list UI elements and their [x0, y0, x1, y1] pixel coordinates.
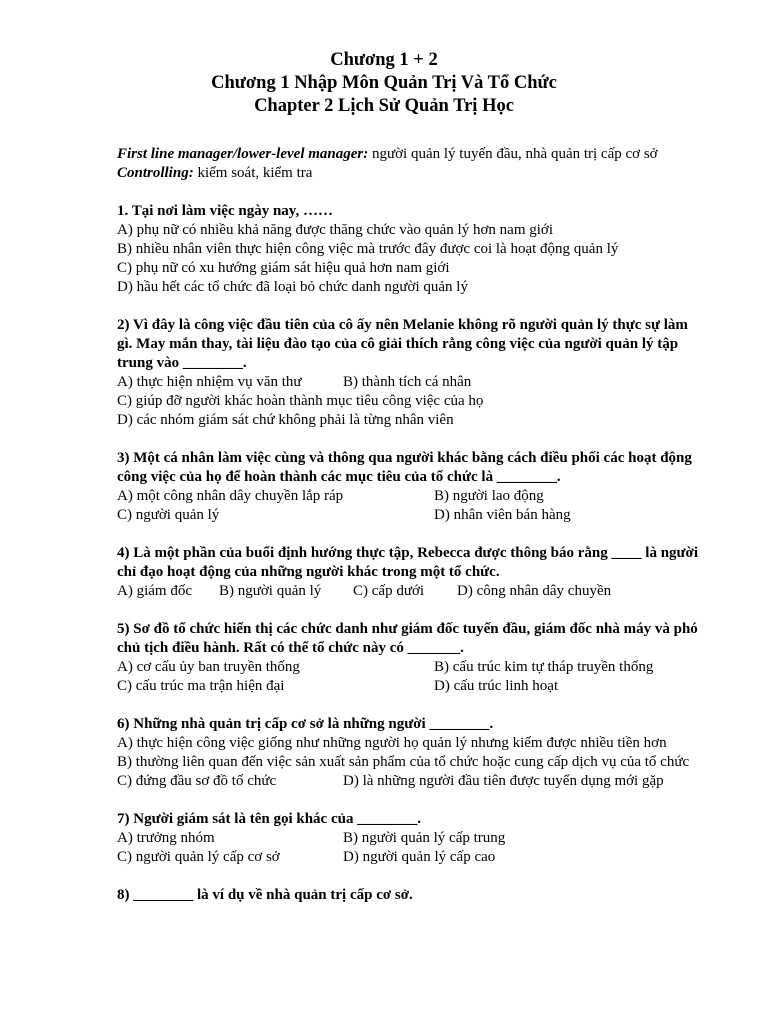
question-8 — [117, 886, 707, 905]
answer-row — [117, 677, 707, 696]
question-title: 7) Người giám sát là tên gọi khác của ________. — [117, 811, 421, 827]
question-5 — [117, 620, 707, 696]
title-line-2: Chương 1 Nhập Môn Quản Trị Và Tổ Chức — [211, 73, 557, 93]
answer-option: C) cấp dưới — [353, 583, 425, 599]
question-title: 2) Vì đây là công việc đầu tiên của cô ấy nên Melanie không rõ người quản lý thực sự làm gì. May mắn thay, tài liệu đào tạo của cô giải thích rằng công việc của người quản lý tập trung vào ________. — [117, 317, 688, 371]
answer-row — [117, 373, 707, 392]
answer-row — [117, 772, 707, 791]
answer-row — [117, 582, 707, 601]
title-line-1: Chương 1 + 2 — [330, 50, 438, 70]
answer-option: D) các nhóm giám sát chứ không phải là từng nhân viên — [117, 412, 454, 428]
question-title: 4) Là một phần của buổi định hướng thực tập, Rebecca được thông báo rằng ____ là người chỉ đạo hoạt động của những người khác trong một tổ chức. — [117, 545, 699, 580]
answer-option: D) nhân viên bán hàng — [434, 507, 571, 523]
question-3 — [117, 449, 707, 525]
answer-option: A) trưởng nhóm — [117, 830, 215, 846]
definition-item — [117, 164, 707, 183]
answer-option: B) thường liên quan đến việc sản xuất sản phẩm của tổ chức hoặc cung cấp dịch vụ của tổ chức — [117, 754, 690, 770]
definition-term: First line manager/lower-level manager: — [117, 146, 369, 162]
answer-option: A) thực hiện nhiệm vụ văn thư — [117, 374, 302, 390]
answer-option: B) người quản lý — [219, 583, 322, 599]
answer-row — [117, 829, 707, 848]
definition-item — [117, 145, 707, 164]
answer-option: D) là những người đầu tiên được tuyển dụng mới gặp — [343, 773, 664, 789]
answer-row — [117, 658, 707, 677]
answer-option: C) đứng đầu sơ đồ tổ chức — [117, 773, 277, 789]
answer-option: D) cấu trúc linh hoạt — [434, 678, 559, 694]
title-block — [0, 49, 768, 118]
question-title: 6) Những nhà quản trị cấp cơ sở là những người ________. — [117, 716, 494, 732]
definition-term: Controlling: — [117, 165, 194, 181]
definition-text: kiểm soát, kiểm tra — [193, 165, 313, 181]
answer-option: C) cấu trúc ma trận hiện đại — [117, 678, 285, 694]
question-1 — [117, 202, 707, 297]
answer-option: C) người quản lý — [117, 507, 220, 523]
answer-option: B) người lao động — [434, 488, 544, 504]
title-line-3: Chapter 2 Lịch Sử Quản Trị Học — [254, 96, 514, 116]
document-body — [117, 145, 707, 905]
question-title: 1. Tại nơi làm việc ngày nay, …… — [117, 203, 333, 219]
answer-option: A) một công nhân dây chuyền lắp ráp — [117, 488, 344, 504]
answer-option: A) phụ nữ có nhiều khả năng được thăng chức vào quản lý hơn nam giới — [117, 222, 554, 238]
answer-row — [117, 848, 707, 867]
answer-option: A) cơ cấu ủy ban truyền thống — [117, 659, 300, 675]
question-4 — [117, 544, 707, 601]
answer-option: B) người quản lý cấp trung — [343, 830, 506, 846]
answer-option: B) nhiều nhân viên thực hiện công việc mà trước đây được coi là hoạt động quản lý — [117, 241, 619, 257]
definition-text: người quản lý tuyến đầu, nhà quản trị cấp cơ sở — [368, 146, 658, 162]
answer-row — [117, 506, 707, 525]
answer-option: B) cấu trúc kim tự tháp truyền thống — [434, 659, 654, 675]
question-2 — [117, 316, 707, 430]
question-title: 3) Một cá nhân làm việc cùng và thông qua người khác bằng cách điều phối các hoạt động công việc của họ để hoàn thành các mục tiêu của tổ chức là ________. — [117, 450, 692, 485]
question-6 — [117, 715, 707, 791]
answer-option: C) người quản lý cấp cơ sở — [117, 849, 280, 865]
answer-option: C) phụ nữ có xu hướng giám sát hiệu quả hơn nam giới — [117, 260, 450, 276]
question-7 — [117, 810, 707, 867]
answer-option: A) thực hiện công việc giống như những người họ quản lý nhưng kiếm được nhiều tiền hơn — [117, 735, 667, 751]
answer-option: B) thành tích cá nhân — [343, 374, 472, 390]
question-title: 8) ________ là ví dụ về nhà quản trị cấp cơ sở. — [117, 887, 413, 903]
answer-option: D) người quản lý cấp cao — [343, 849, 496, 865]
answer-row — [117, 487, 707, 506]
answer-option: D) công nhân dây chuyền — [457, 583, 612, 599]
answer-option: C) giúp đỡ người khác hoàn thành mục tiêu công việc của họ — [117, 393, 484, 409]
answer-option: A) giám đốc — [117, 583, 192, 599]
question-title: 5) Sơ đồ tổ chức hiển thị các chức danh như giám đốc tuyến đầu, giám đốc nhà máy và phó chủ tịch điều hành. Rất có thể tổ chức này có _______. — [117, 621, 698, 656]
answer-option: D) hầu hết các tổ chức đã loại bỏ chức danh người quản lý — [117, 279, 468, 295]
